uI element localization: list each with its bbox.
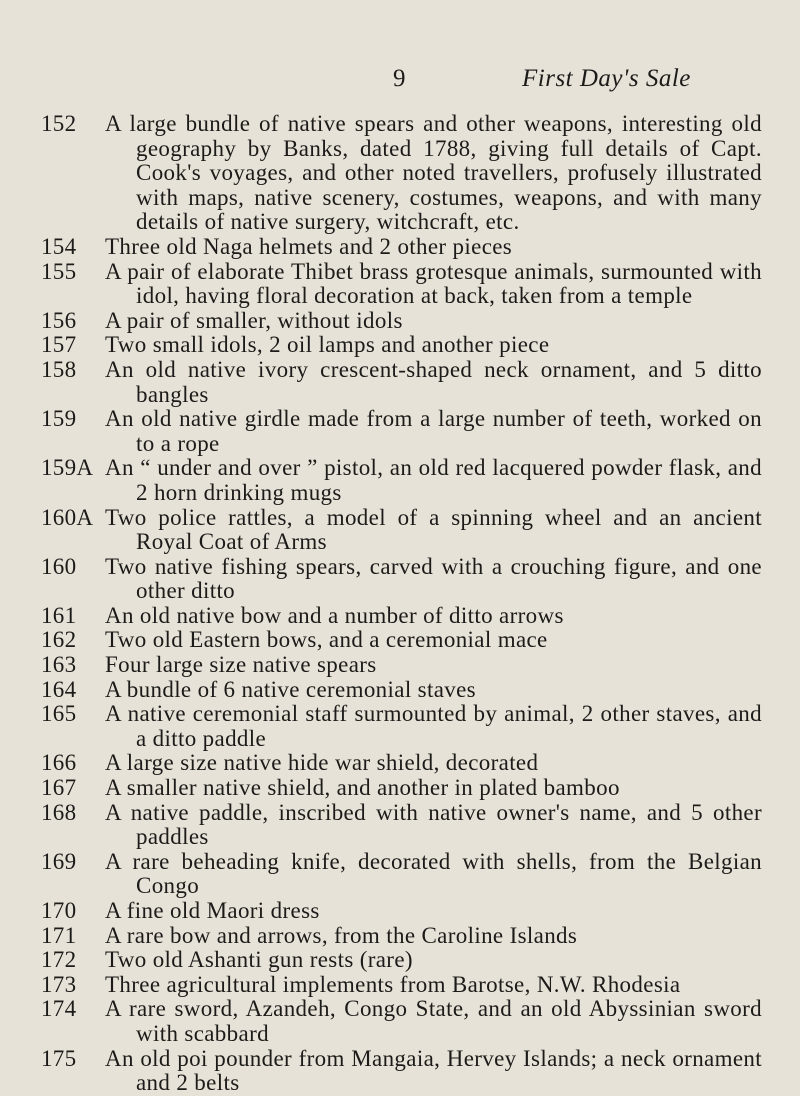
- lot-entry: [41, 653, 762, 678]
- lot-description: A smaller native shield, and another in plated bamboo: [105, 775, 620, 801]
- lot-entry: [41, 1047, 762, 1096]
- lot-description: An old poi pounder from Mangaia, Hervey Islands; a neck ornament and 2 belts: [105, 1045, 762, 1096]
- lot-description: A large bundle of native spears and other weapons, interesting old geography by Banks, dated 1788, giving full details of Capt. Cook's voyages, and other noted travellers, profusely illustrated with maps, native scenery, costumes, weapons, and with many details of native surgery, witchcraft, etc.: [105, 111, 762, 235]
- lot-description: A native ceremonial staff surmounted by animal, 2 other staves, and a ditto paddle: [105, 701, 762, 751]
- lot-number: 155: [41, 258, 77, 284]
- lot-description: Three agricultural implements from Barotse, N.W. Rhodesia: [105, 971, 681, 997]
- lot-number: 174: [41, 996, 77, 1022]
- lot-description: Four large size native spears: [105, 652, 377, 678]
- lot-description: Two old Eastern bows, and a ceremonial mace: [105, 627, 548, 653]
- lot-number: 156: [41, 307, 77, 333]
- lot-description: Two old Ashanti gun rests (rare): [105, 947, 413, 973]
- lot-number: 164: [41, 676, 77, 702]
- lot-number: 171: [41, 922, 77, 948]
- lot-number: 163: [41, 652, 77, 678]
- lot-number: 154: [41, 233, 77, 259]
- lot-entry: [41, 235, 762, 260]
- lot-number: 161: [41, 602, 77, 628]
- lot-entry: [41, 407, 762, 456]
- lot-entry: [41, 899, 762, 924]
- lot-number: 168: [41, 799, 77, 825]
- lot-number: 166: [41, 750, 77, 776]
- lot-description: A large size native hide war shield, decorated: [105, 750, 539, 776]
- lot-entry: [41, 776, 762, 801]
- lot-description: An old native girdle made from a large number of teeth, worked on to a rope: [105, 406, 762, 456]
- lot-entry: [41, 456, 762, 505]
- sale-title: First Day's Sale: [522, 65, 691, 92]
- lot-number: 169: [41, 848, 77, 874]
- lot-number: 167: [41, 775, 77, 801]
- lot-number: 152: [41, 111, 77, 136]
- lot-number: 157: [41, 332, 77, 358]
- lot-description: A bundle of 6 native ceremonial staves: [105, 676, 476, 702]
- lot-description: An old native bow and a number of ditto arrows: [105, 602, 564, 628]
- lot-description: A rare beheading knife, decorated with shells, from the Belgian Congo: [105, 848, 762, 899]
- lot-entry: [41, 333, 762, 358]
- lot-description: A pair of smaller, without idols: [105, 307, 403, 333]
- lot-number: 170: [41, 898, 77, 923]
- lot-description: A rare bow and arrows, from the Caroline Islands: [105, 922, 578, 948]
- lot-description: Three old Naga helmets and 2 other pieces: [105, 233, 513, 259]
- lot-entry: [41, 850, 762, 899]
- lot-description: A native paddle, inscribed with native owner's name, and 5 other paddles: [105, 799, 762, 850]
- lot-list: [41, 112, 762, 1096]
- lot-entry: [41, 555, 762, 604]
- lot-description: Two small idols, 2 oil lamps and another piece: [105, 332, 550, 358]
- lot-number: 159A: [41, 455, 94, 481]
- lot-number: 159: [41, 406, 77, 432]
- lot-entry: [41, 506, 762, 555]
- lot-entry: [41, 604, 762, 629]
- lot-entry: [41, 678, 762, 703]
- lot-entry: [41, 751, 762, 776]
- lot-entry: [41, 801, 762, 850]
- lot-entry: [41, 112, 762, 235]
- lot-entry: [41, 997, 762, 1046]
- lot-description: A fine old Maori dress: [105, 898, 320, 923]
- lot-description: Two native fishing spears, carved with a crouching figure, and one other ditto: [105, 553, 762, 604]
- lot-entry: [41, 309, 762, 334]
- lot-number: 173: [41, 971, 77, 997]
- page-header: [0, 64, 800, 94]
- lot-entry: [41, 948, 762, 973]
- lot-description: A pair of elaborate Thibet brass grotesque animals, surmounted with idol, having floral decoration at back, taken from a temple: [105, 258, 762, 309]
- lot-number: 175: [41, 1045, 77, 1071]
- lot-number: 162: [41, 627, 77, 653]
- lot-description: Two police rattles, a model of a spinning wheel and an ancient Royal Coat of Arms: [105, 504, 762, 555]
- page-number: 9: [393, 65, 406, 92]
- lot-description: An “ under and over ” pistol, an old red lacquered powder flask, and 2 horn drinking mugs: [105, 455, 762, 505]
- lot-description: An old native ivory crescent-shaped neck ornament, and 5 ditto bangles: [105, 356, 762, 407]
- lot-description: A rare sword, Azandeh, Congo State, and an old Abyssinian sword with scabbard: [105, 996, 762, 1046]
- lot-number: 165: [41, 701, 77, 727]
- lot-number: 160A: [41, 504, 94, 530]
- lot-number: 172: [41, 947, 77, 973]
- lot-number: 160: [41, 553, 77, 579]
- lot-entry: [41, 358, 762, 407]
- lot-entry: [41, 702, 762, 751]
- lot-number: 158: [41, 356, 77, 382]
- lot-entry: [41, 924, 762, 949]
- lot-entry: [41, 260, 762, 309]
- lot-entry: [41, 628, 762, 653]
